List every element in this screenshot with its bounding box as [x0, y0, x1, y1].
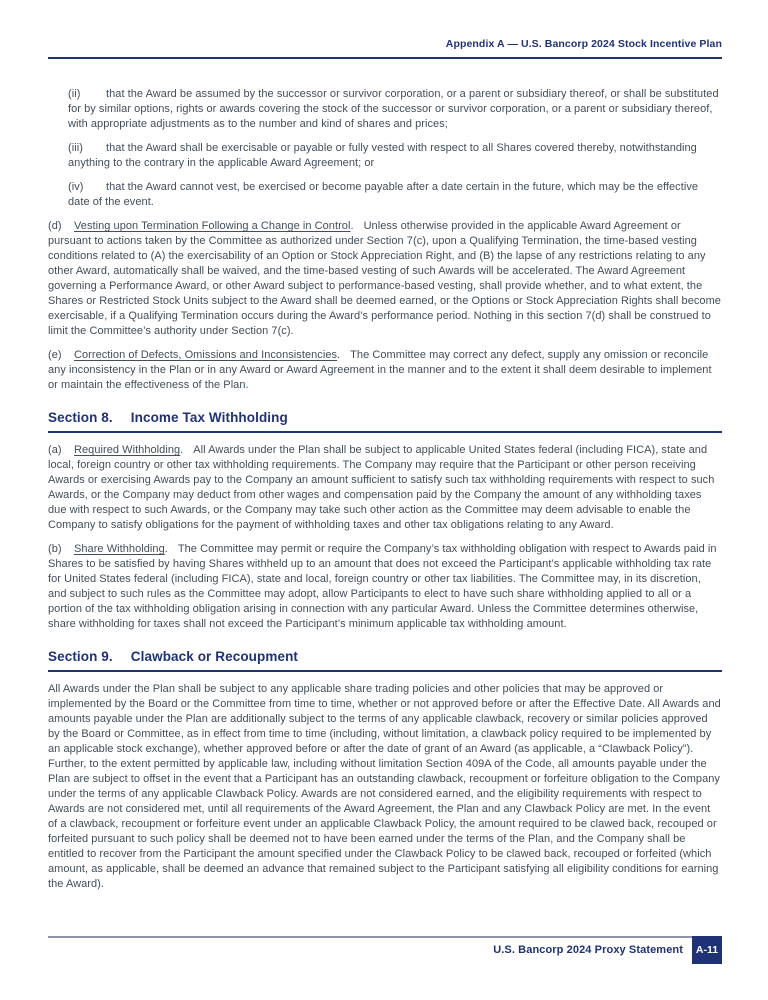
header-rule — [48, 57, 722, 59]
page-footer — [48, 936, 722, 965]
paragraph-8b-marker: (b) — [48, 543, 62, 555]
footer-rule — [48, 936, 722, 938]
list-marker-ii: (ii) — [68, 88, 81, 100]
paragraph-8a-marker: (a) — [48, 444, 62, 456]
paragraph-8a-text: All Awards under the Plan shall be subject to applicable United States federal (including FICA), state and local, foreign country or other tax withholding requirements. The Company may require that the Participant or other person receiving Awards or exercising Awards pay to the Company an amount sufficient to satisfy such tax withholding requirements with respect to such Awards, or the Company may deduct from other wages and compensation paid by the Company the amount of any withholding taxes due with respect to such Awards, or the Company may take such other action as the Committee may deem advisable to enable the Company to satisfy obligations for the payment of withholding taxes and other tax obligations relating to any Award. — [48, 444, 715, 531]
paragraph-8a-lead: Required Withholding — [74, 444, 181, 456]
section-9-body — [48, 682, 722, 892]
section-8-label: Section 8. — [48, 410, 113, 425]
paragraph-8a — [48, 443, 722, 533]
section-9-label: Section 9. — [48, 649, 113, 664]
page-content — [48, 0, 722, 901]
page-number-badge: A-11 — [692, 936, 722, 964]
section-9-title: Clawback or Recoupment — [130, 649, 299, 664]
paragraph-d-lead: Vesting upon Termination Following a Change in Control — [74, 220, 351, 232]
list-text-iii: that the Award shall be exercisable or payable or fully vested with respect to all Shares covered thereby, notwithstanding anything to the contrary in the applicable Award Agreement; or — [68, 142, 697, 169]
list-text-iv: that the Award cannot vest, be exercised or become payable after a date certain in the future, which may be the effective date of the event. — [68, 181, 699, 208]
paragraph-8b — [48, 542, 722, 632]
paragraph-8b-text: The Committee may permit or require the Company’s tax withholding obligation with respect to Awards paid in Shares to be satisfied by having Shares withheld up to an amount that does not exceed the Participant’s applicable withholding tax rate for United States federal (including FICA), state and local, foreign country or other tax liabilities. The Committee may, in its discretion, and subject to such rules as the Committee may adopt, allow Participants to elect to have such share withholding applied to all or a portion of the tax withholding obligation arising in connection with any particular Award. Unless the Committee determines otherwise, share withholding for taxes shall not exceed the Participant’s minimum applicable tax withholding amount. — [48, 543, 717, 630]
paragraph-e-text: The Committee may correct any defect, supply any omission or reconcile any inconsistency in the Plan or in any Award or Award Agreement in the manner and to the extent it shall deem desirable to implement or maintain the effectiveness of the Plan. — [48, 349, 712, 391]
page-header — [48, 37, 722, 51]
section-8-heading — [48, 410, 722, 433]
paragraph-8b-dot: . — [164, 543, 168, 555]
list-item-iii — [68, 141, 722, 171]
list-text-ii: that the Award be assumed by the successor or survivor corporation, or a parent or subsidiary thereof, or shall be substituted for by similar options, rights or awards covering the stock of the successor or survivor corporation, or a parent or subsidiary thereof, with appropriate adjustments as to the number and kind of shares and prices; — [68, 88, 719, 130]
list-item-iv — [68, 180, 722, 210]
paragraph-d-dot: . — [350, 220, 354, 232]
paragraph-8b-lead: Share Withholding — [74, 543, 165, 555]
list-item-ii — [68, 87, 722, 132]
paragraph-d-marker: (d) — [48, 220, 62, 232]
section-9-heading — [48, 649, 722, 672]
footer-text: U.S. Bancorp 2024 Proxy Statement — [493, 944, 683, 956]
paragraph-8a-dot: . — [180, 444, 184, 456]
list-marker-iii: (iii) — [68, 142, 83, 154]
paragraph-e-lead: Correction of Defects, Omissions and Inconsistencies — [74, 349, 338, 361]
paragraph-e-dot: . — [337, 349, 341, 361]
section-8-title: Income Tax Withholding — [130, 410, 288, 425]
paragraph-d — [48, 219, 722, 339]
paragraph-e-marker: (e) — [48, 349, 62, 361]
paragraph-e — [48, 348, 722, 393]
section-9-text: All Awards under the Plan shall be subject to any applicable share trading policies and other policies that may be approved or implemented by the Board or the Committee from time to time, whether or not approved before or after the Effective Date. All Awards and amounts payable under the Plan are additionally subject to the terms of any applicable clawback, recovery or similar policies approved by the Board or Committee, as in effect from time to time (including, without limitation, a clawback policy required to be implemented by an applicable stock exchange), whether approved before or after the date of grant of an Award (as applicable, a “Clawback Policy”). Further, to the extent permitted by applicable law, including without limitation Section 409A of the Code, all amounts payable under the Plan are subject to offset in the event that a Participant has an outstanding clawback, recoupment or forfeiture obligation to the Company under the terms of any applicable Clawback Policy. Awards are not considered earned, and the eligibility requirements with respect to Awards are not considered met, until all requirements of the Award Agreement, the Plan and any Clawback Policy are met. In the event of a clawback, recoupment or forfeiture event under an applicable Clawback Policy, the amount required to be clawed back, recouped or forfeited pursuant to such policy shall be deemed not to have been earned under the terms of the Plan, and the Company shall be entitled to recover from the Participant the amount specified under the Clawback Policy to be clawed back, recouped or forfeited (which amount, as applicable, shall be deemed an advance that remained subject to the Participant satisfying all eligibility conditions for earning the Award). — [48, 683, 721, 890]
list-marker-iv: (iv) — [68, 181, 84, 193]
body-text — [48, 87, 722, 892]
paragraph-d-text: Unless otherwise provided in the applicable Award Agreement or pursuant to actions taken by the Committee as authorized under Section 7(c), upon a Qualifying Termination, the time-based vesting conditions related to (A) the exercisability of an Option or Stock Appreciation Right, and (B) the lapse of any restrictions relating to any other Award, automatically shall be waived, and the time-based vesting of such Awards will be accelerated. The Award Agreement governing a Performance Award, or other Award subject to performance-based vesting, shall provide whether, and to what extent, the Shares or Restricted Stock Units subject to the Award shall be deemed earned, or the Options or Stock Appreciation Rights shall become exercisable, if a Qualifying Termination occurs during the Award’s performance period. Nothing in this section 7(d) shall be construed to limit the Committee’s authority under Section 7(c). — [48, 220, 721, 337]
header-title: Appendix A — U.S. Bancorp 2024 Stock Incentive Plan — [445, 38, 722, 50]
